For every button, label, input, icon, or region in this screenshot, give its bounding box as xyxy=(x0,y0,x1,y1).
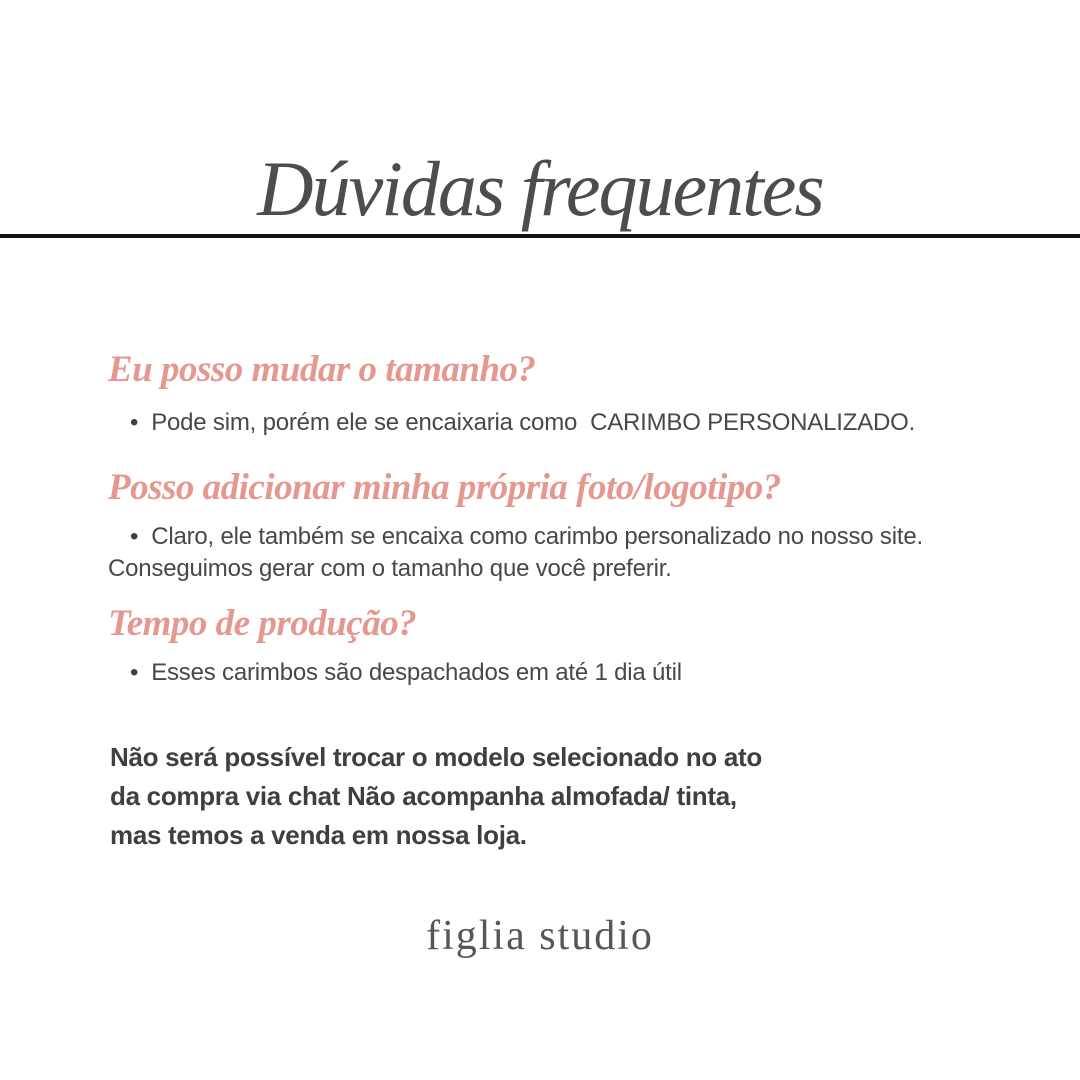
bullet-icon: • xyxy=(130,659,139,686)
disclaimer-line: mas temos a venda em nossa loja. xyxy=(110,820,527,850)
page-title: Dúvidas frequentes xyxy=(257,145,823,233)
faq-question: Posso adicionar minha própria foto/logotipo? xyxy=(108,467,781,508)
faq-answer xyxy=(108,521,1008,553)
faq-item xyxy=(108,602,1008,689)
faq-section xyxy=(108,348,1008,689)
disclaimer xyxy=(110,738,990,855)
faq-question: Eu posso mudar o tamanho? xyxy=(108,349,536,390)
faq-answer-text: Esses carimbos são despachados em até 1 dia útil xyxy=(151,659,682,686)
faq-answer-text: Claro, ele também se encaixa como carimbo personalizado no nosso site. xyxy=(151,523,923,550)
disclaimer-line: Não será possível trocar o modelo selecionado no ato xyxy=(110,742,762,772)
bullet-icon: • xyxy=(130,523,139,550)
title-divider xyxy=(0,234,1080,238)
disclaimer-line: da compra via chat Não acompanha almofada/ tinta, xyxy=(110,781,737,811)
faq-answer-text: Pode sim, porém ele se encaixaria como CARIMBO PERSONALIZADO. xyxy=(151,409,916,436)
bullet-icon: • xyxy=(130,409,139,436)
faq-answer xyxy=(108,657,1008,689)
faq-item xyxy=(108,466,1008,585)
faq-answer xyxy=(108,407,1008,439)
faq-question: Tempo de produção? xyxy=(108,603,417,644)
faq-answer-continuation: Conseguimos gerar com o tamanho que você preferir. xyxy=(108,555,672,582)
brand-logo: figlia studio xyxy=(426,913,654,959)
faq-item xyxy=(108,348,1008,439)
